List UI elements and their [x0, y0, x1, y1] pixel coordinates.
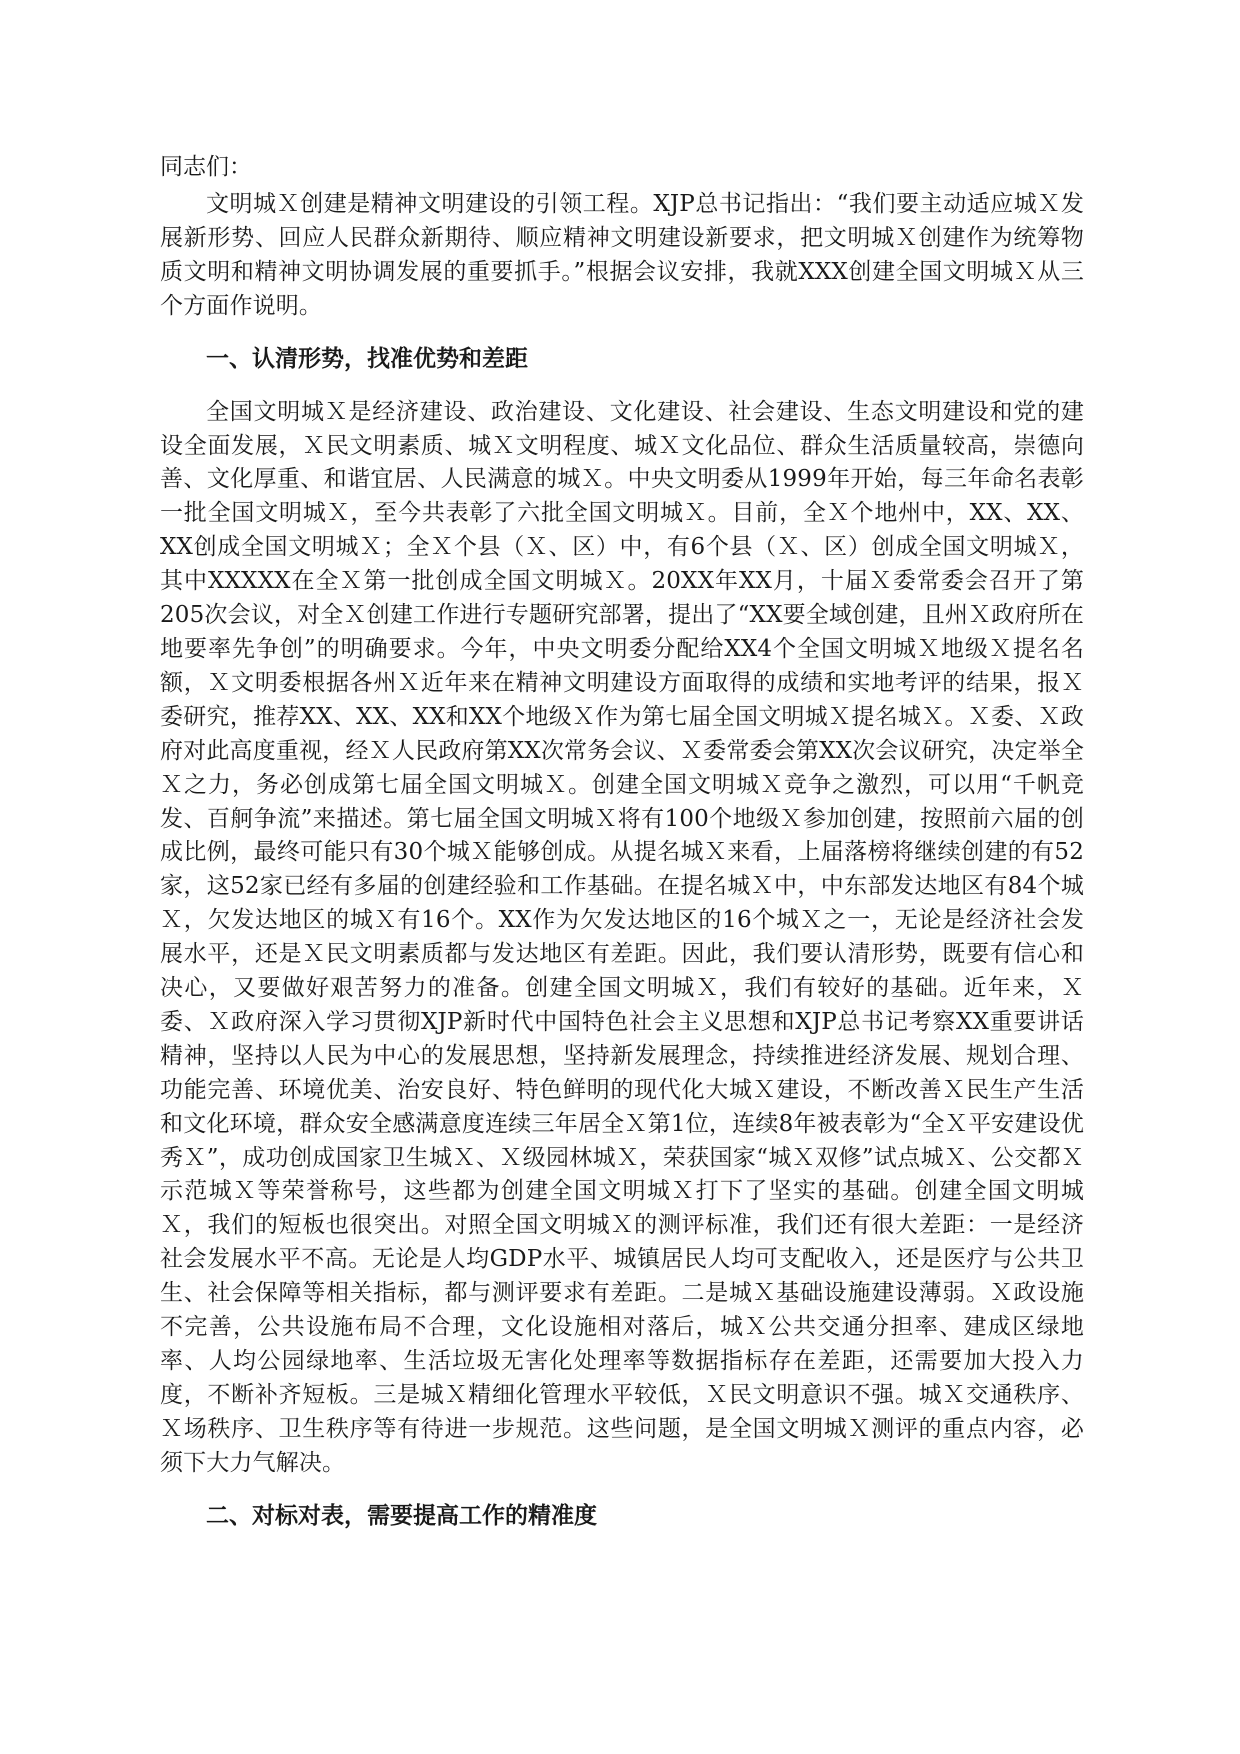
section-1-paragraph: 全国文明城Ｘ是经济建设、政治建设、文化建设、社会建设、生态文明建设和党的建设全面发展，Ｘ民文明素质、城Ｘ文明程度、城Ｘ文化品位、群众生活质量较高，崇德向善、文化厚重、和谐宜居、人民满意的城Ｘ。中央文明委从1999年开始，每三年命名表彰一批全国文明城Ｘ，至今共表彰了六批全国文明城Ｘ。目前，全Ｘ个地州中，XX、XX、XX创成全国文明城Ｘ；全Ｘ个县（Ｘ、区）中，有6个县（Ｘ、区）创成全国文明城Ｘ，其中XXXXX在全Ｘ第一批创成全国文明城Ｘ。20XX年XX月，十届Ｘ委常委会召开了第205次会议，对全Ｘ创建工作进行专题研究部署，提出了“XX要全域创建，且州Ｘ政府所在地要率先争创”的明确要求。今年，中央文明委分配给XX4个全国文明城Ｘ地级Ｘ提名名额，Ｘ文明委根据各州Ｘ近年来在精神文明建设方面取得的成绩和实地考评的结果，报Ｘ委研究，推荐XX、XX、XX和XX个地级Ｘ作为第七届全国文明城Ｘ提名城Ｘ。Ｘ委、Ｘ政府对此高度重视，经Ｘ人民政府第XX次常务会议、Ｘ委常委会第XX次会议研究，决定举全Ｘ之力，务必创成第七届全国文明城Ｘ。创建全国文明城Ｘ竞争之激烈，可以用“千帆竞发、百舸争流”来描述。第七届全国文明城Ｘ将有100个地级Ｘ参加创建，按照前六届的创成比例，最终可能只有30个城Ｘ能够创成。从提名城Ｘ来看，上届落榜将继续创建的有52家，这52家已经有多届的创建经验和工作基础。在提名城Ｘ中，中东部发达地区有84个城Ｘ，欠发达地区的城Ｘ有16个。XX作为欠发达地区的16个城Ｘ之一，无论是经济社会发展水平，还是Ｘ民文明素质都与发达地区有差距。因此，我们要认清形势，既要有信心和决心，又要做好艰苦努力的准备。创建全国文明城Ｘ，我们有较好的基础。近年来，Ｘ委、Ｘ政府深入学习贯彻XJP新时代中国特色社会主义思想和XJP总书记考察XX重要讲话精神，坚持以人民为中心的发展思想，坚持新发展理念，持续推进经济发展、规划合理、功能完善、环境优美、治安良好、特色鲜明的现代化大城Ｘ建设，不断改善Ｘ民生产生活和文化环境，群众安全感满意度连续三年居全Ｘ第1位，连续8年被表彰为“全Ｘ平安建设优秀Ｘ”，成功创成国家卫生城Ｘ、Ｘ级园林城Ｘ，荣获国家“城Ｘ双修”试点城Ｘ、公交都Ｘ示范城Ｘ等荣誉称号，这些都为创建全国文明城Ｘ打下了坚实的基础。创建全国文明城Ｘ，我们的短板也很突出。对照全国文明城Ｘ的测评标准，我们还有很大差距：一是经济社会发展水平不高。无论是人均GDP水平、城镇居民人均可支配收入，还是医疗与公共卫生、社会保障等相关指标，都与测评要求有差距。二是城Ｘ基础设施建设薄弱。Ｘ政设施不完善，公共设施布局不合理，文化设施相对落后，城Ｘ公共交通分担率、建成区绿地率、人均公园绿地率、生活垃圾无害化处理率等数据指标存在差距，还需要加大投入力度，不断补齐短板。三是城Ｘ精细化管理水平较低，Ｘ民文明意识不强。城Ｘ交通秩序、Ｘ场秩序、卫生秩序等有待进一步规范。这些问题，是全国文明城Ｘ测评的重点内容，必须下大力气解决。	[160, 398, 1084, 1476]
document-page	[160, 150, 1084, 1553]
salutation: 同志们：	[160, 154, 252, 180]
section-1-heading: 一、认清形势，找准优势和差距	[206, 345, 528, 372]
intro-paragraph: 文明城Ｘ创建是精神文明建设的引领工程。XJP总书记指出：“我们要主动适应城Ｘ发展新形势、回应人民群众新期待、顺应精神文明建设新要求，把文明城Ｘ创建作为统筹物质文明和精神文明协调发展的重要抓手。”根据会议安排，我就XXX创建全国文明城Ｘ从三个方面作说明。	[160, 191, 1084, 319]
section-2-heading: 二、对标对表，需要提高工作的精准度	[206, 1502, 597, 1529]
